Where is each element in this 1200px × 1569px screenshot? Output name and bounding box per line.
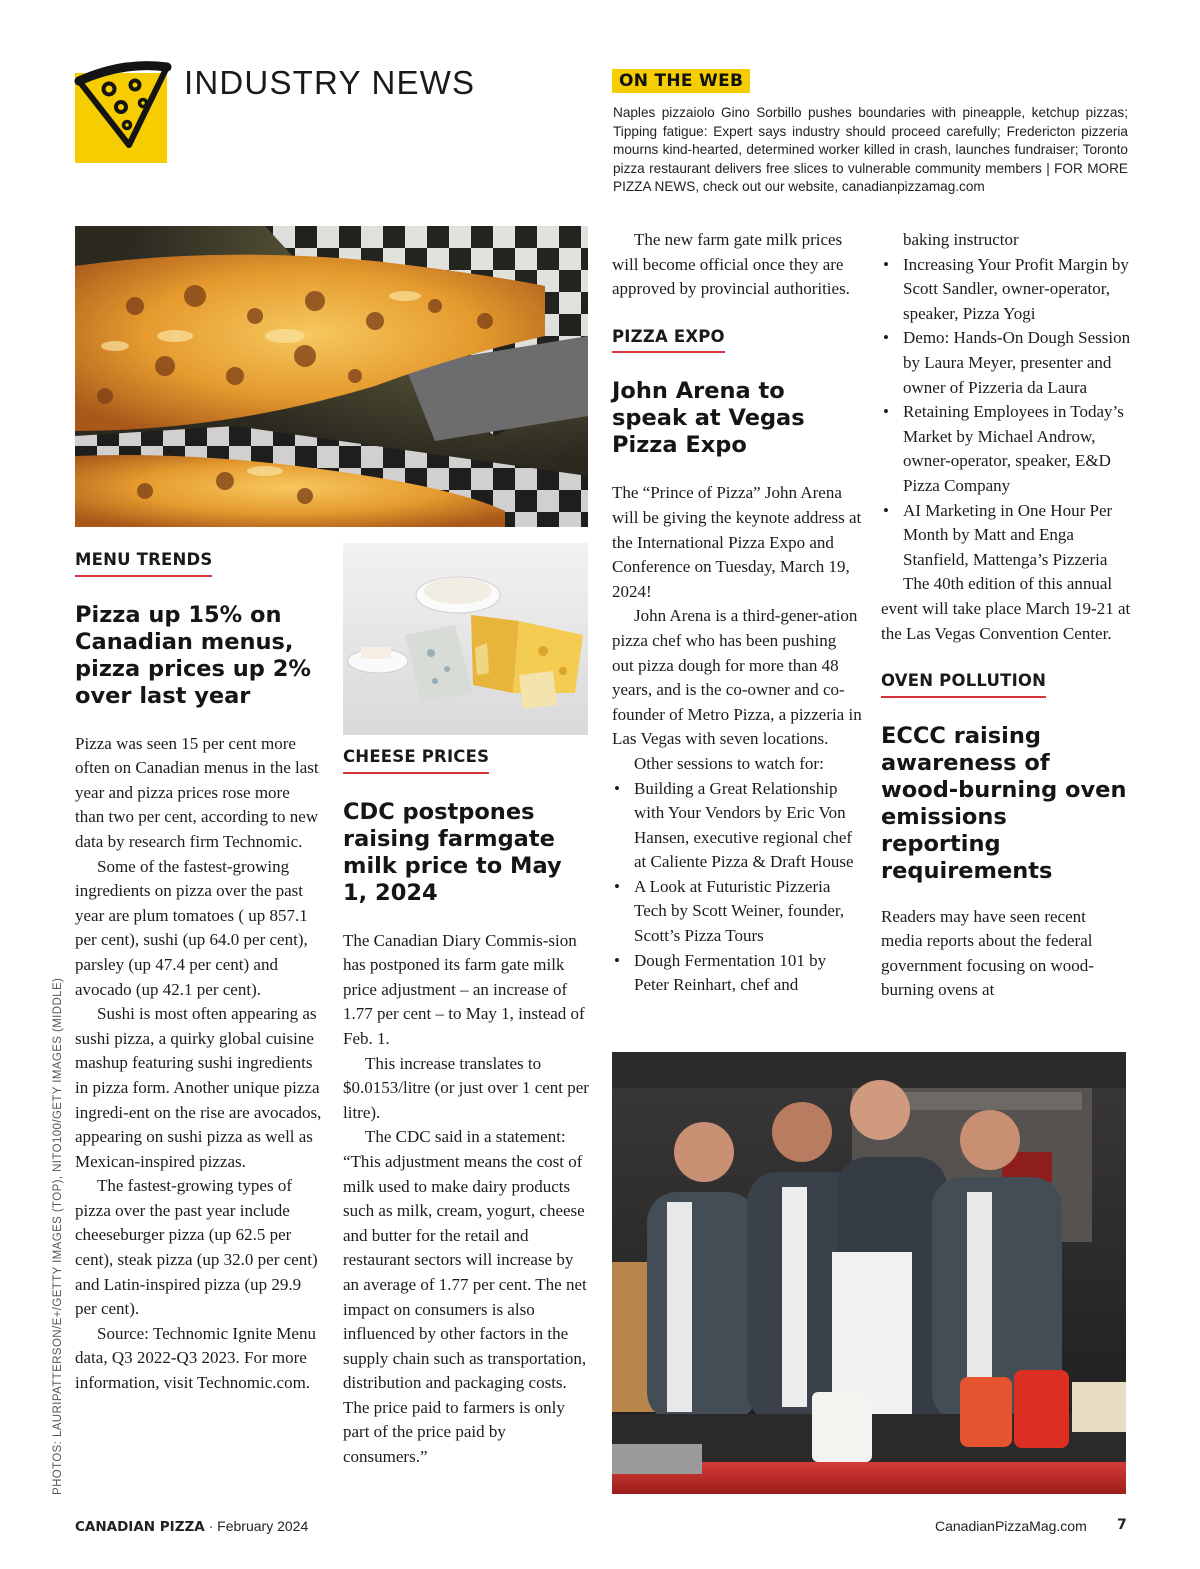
pizza-expo-kicker: PIZZA EXPO xyxy=(612,325,725,354)
footer-issue xyxy=(75,1518,308,1535)
list-item: • Retaining Employees in Today’s Market by Michael Androw, owner-operator, speaker, E&D Pizza Company xyxy=(881,400,1131,498)
session-continued: baking instructor xyxy=(903,230,1019,249)
pizza-expo-closing: The 40th edition of this annual event will take place March 19-21 at the Las Vegas Convention Center. xyxy=(881,574,1131,643)
cheese-prices-headline: CDC postpones raising farmgate milk price to May 1, 2024 xyxy=(343,798,562,906)
oven-pollution-headline: ECCC raising awareness of wood-burning oven emissions reporting requirements xyxy=(881,722,1127,884)
list-item: • A Look at Futuristic Pizzeria Tech by Scott Weiner, founder, Scott’s Pizza Tours xyxy=(612,875,862,949)
cheese-photo xyxy=(343,543,588,735)
list-item: • Demo: Hands-On Dough Session by Laura Meyer, presenter and owner of Pizzeria da Laura xyxy=(881,326,1131,400)
menu-trends-paragraph: Sushi is most often appearing as sushi pizza, a quirky global cuisine mashup featuring sushi ingredients in pizza form. Another unique pizza ingredi-ent on the rise are avocados, appearing on sushi pizza as well as Mexican-inspired pizzas. xyxy=(75,1004,322,1171)
pizza-slice-icon xyxy=(69,59,181,151)
menu-trends-paragraph: The fastest-growing types of pizza over the past year include cheeseburger pizza (up 62.5 per cent), steak pizza (up 32.0 per cent) and Latin-inspired pizza (up 29.9 per cent). xyxy=(75,1176,318,1319)
cheese-prices-kicker: CHEESE PRICES xyxy=(343,745,489,774)
menu-trends-paragraph: Source: Technomic Ignite Menu data, Q3 2022-Q3 2023. For more information, visit Technomic.com. xyxy=(75,1323,316,1393)
section-logo xyxy=(75,73,167,163)
oven-pollution-kicker: OVEN POLLUTION xyxy=(881,669,1046,698)
list-item: • Dough Fermentation 101 by Peter Reinhart, chef and xyxy=(612,949,862,998)
on-the-web-label: ON THE WEB xyxy=(612,69,750,93)
cheese-prices-article xyxy=(343,745,591,1470)
footer-magazine-name: CANADIAN PIZZA xyxy=(75,1519,205,1535)
pizza-expo-headline: John Arena to speak at Vegas Pizza Expo xyxy=(612,378,805,459)
cheese-prices-paragraph: The CDC said in a statement: “This adjustment means the cost of milk used to make dairy products such as milk, cream, yogurt, cheese and butter for the retail and restaurant sectors will increase by an average of 1.77 per cent. The net impact on consumers is also influenced by other factors in the supply chain such as transportation, distribution and packaging costs. The price paid to farmers is only part of the price paid by consumers.” xyxy=(343,1127,587,1467)
menu-trends-paragraph: Some of the fastest-growing ingredients on pizza over the past year are plum tomatoes ( up 857.1 per cent), sushi (up 64.0 per cent), parsley (up 47.4 per cent) and avocado (up 42.1 per cent). xyxy=(75,856,308,999)
cheese-prices-paragraph: This increase translates to $0.0153/litre (or just over 1 cent per litre). xyxy=(343,1053,589,1122)
menu-trends-paragraph: Pizza was seen 15 per cent more often on Canadian menus in the last year and pizza prices rose more than two per cent, according to new data by research firm Technomic. xyxy=(75,733,319,851)
sessions-list-continued xyxy=(881,253,1131,573)
section-title: INDUSTRY NEWS xyxy=(184,64,476,101)
list-item: • AI Marketing in One Hour Per Month by Matt and Enga Stanfield, Mattenga’s Pizzeria xyxy=(881,499,1131,573)
column-four xyxy=(881,228,1131,1003)
footer-issue-date: · February 2024 xyxy=(204,1518,309,1534)
menu-trends-headline: Pizza up 15% on Canadian menus, pizza prices up 2% over last year xyxy=(75,601,311,709)
sessions-list xyxy=(612,777,862,998)
page-number: 7 xyxy=(1117,1517,1127,1533)
chefs-photo xyxy=(612,1052,1126,1494)
pizza-expo-paragraph: The “Prince of Pizza” John Arena will be giving the keynote address at the International Pizza Expo and Conference on Tuesday, March 19, 2024! xyxy=(612,483,862,601)
oven-pollution-paragraph: Readers may have seen recent media reports about the federal government focusing on wood-burning ovens at xyxy=(881,906,1094,1000)
cheese-prices-continued: The new farm gate milk prices will become official once they are approved by provincial authorities. xyxy=(612,230,850,299)
pizza-photo xyxy=(75,226,588,527)
photo-credit: PHOTOS: LAURIPATTERSON/E+/GETTY IMAGES (TOP), NITO100/GETY IMAGES (MIDDLE) xyxy=(52,977,64,1495)
column-three xyxy=(612,228,862,998)
menu-trends-kicker: MENU TRENDS xyxy=(75,548,212,577)
pizza-expo-paragraph: Other sessions to watch for: xyxy=(634,753,824,773)
pizza-expo-paragraph: John Arena is a third-gener-ation pizza chef who has been pushing out pizza dough for more than 48 years, and is the co-owner and co-founder of Metro Pizza, a pizzeria in Las Vegas with seven locations. xyxy=(612,606,862,749)
list-item: • Increasing Your Profit Margin by Scott Sandler, owner-operator, speaker, Pizza Yogi xyxy=(881,253,1131,327)
footer-website[interactable]: CanadianPizzaMag.com xyxy=(935,1518,1087,1534)
on-the-web-text: Naples pizzaiolo Gino Sorbillo pushes boundaries with pineapple, ketchup pizzas; Tipping fatigue: Expert says industry should proceed carefully; Fredericton pizzeria mourns kind-hearted, determined worker killed in crash, launches fundraiser; Toronto pizza restaurant delivers free slices to vulnerable community members | FOR MORE PIZZA NEWS, check out our website, canadianpizzamag.com xyxy=(613,105,1128,195)
list-item: • Building a Great Relationship with Your Vendors by Eric Von Hansen, executive regional chef at Caliente Pizza & Draft House xyxy=(612,777,862,875)
cheese-prices-paragraph: The Canadian Diary Commis-sion has postponed its farm gate milk price adjustment – an increase of 1.77 per cent – to May 1, instead of Feb. 1. xyxy=(343,930,585,1048)
menu-trends-article xyxy=(75,548,323,1396)
